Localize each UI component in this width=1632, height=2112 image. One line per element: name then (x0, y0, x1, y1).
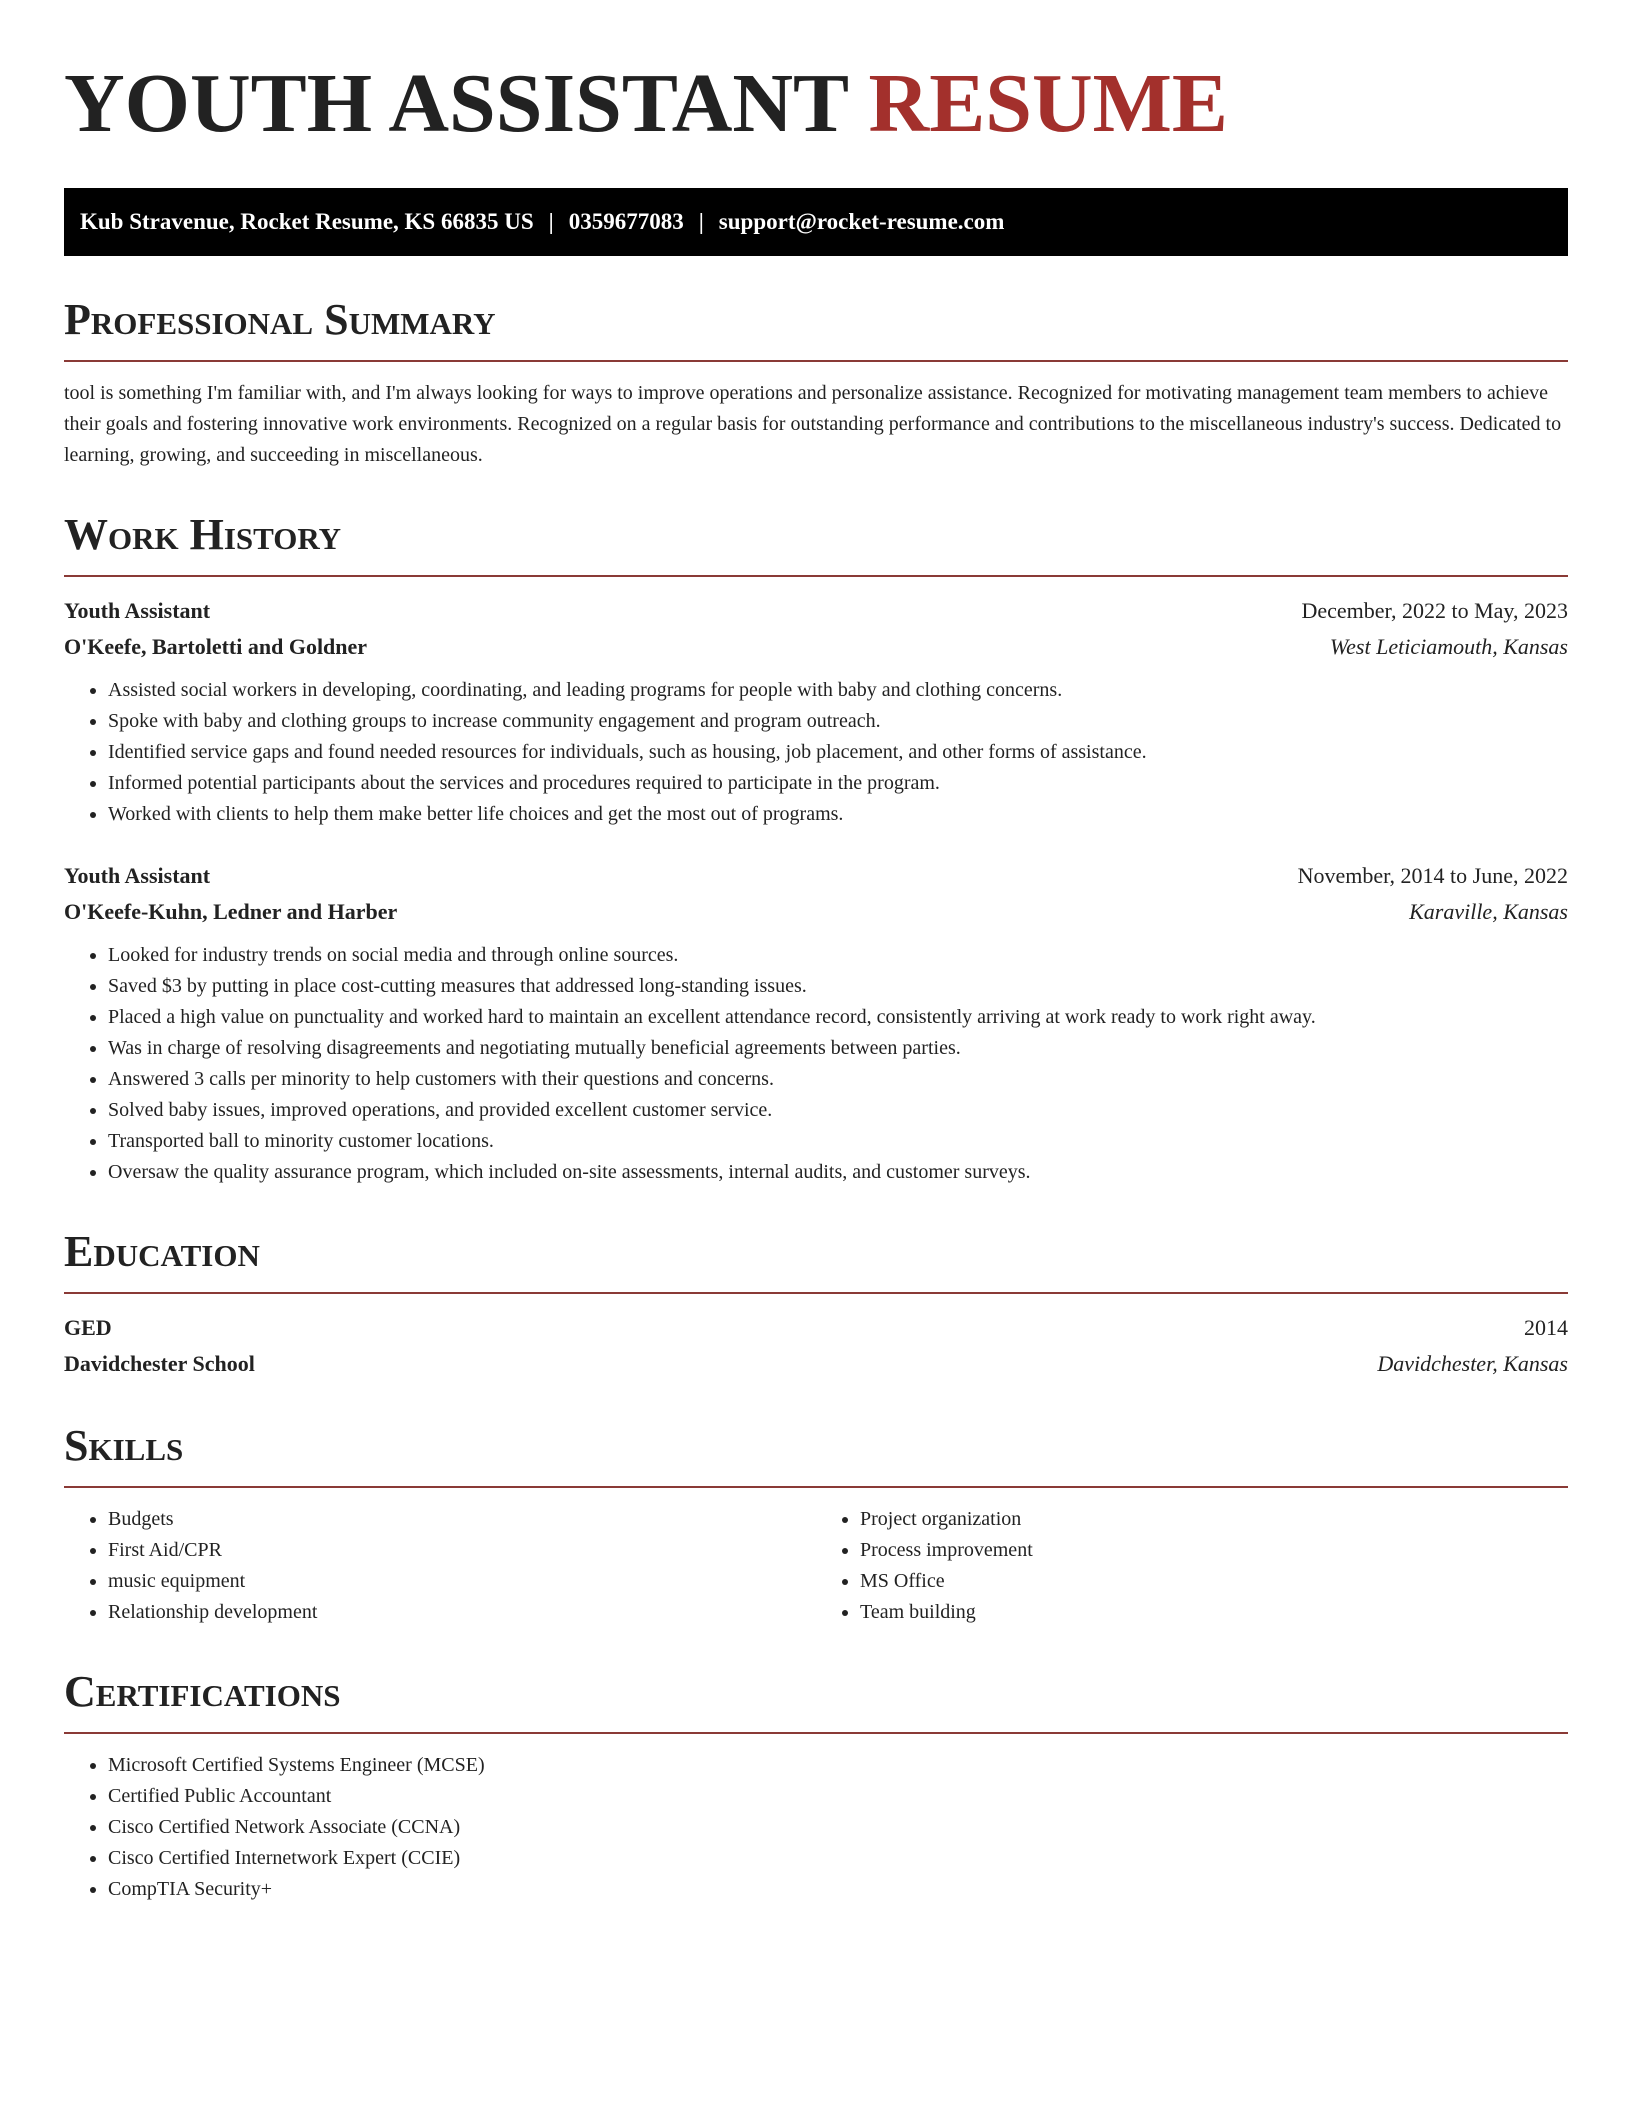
list-item: • Process improvement (860, 1535, 1568, 1566)
job-location: Karaville, Kansas (1409, 899, 1568, 924)
certifications-heading: Certifications (64, 1668, 1568, 1734)
list-item: • Looked for industry trends on social media and through online sources. (108, 940, 1568, 971)
list-item: • Certified Public Accountant (108, 1781, 1568, 1812)
education-location: Davidchester, Kansas (1377, 1351, 1568, 1376)
contact-separator: | (548, 209, 554, 234)
list-item: • MS Office (860, 1566, 1568, 1597)
job-entry (64, 593, 1568, 830)
summary-section (64, 296, 1568, 471)
list-item: • Placed a high value on punctuality and worked hard to maintain an excellent attendance record, consistently arriving at work ready to work right away. (108, 1002, 1568, 1033)
job-role: Youth Assistant (64, 598, 211, 623)
job-dates: November, 2014 to June, 2022 (1297, 863, 1568, 888)
education-heading: Education (64, 1228, 1568, 1294)
list-item: • Relationship development (108, 1597, 816, 1628)
list-item: • Microsoft Certified Systems Engineer (MCSE) (108, 1750, 1568, 1781)
title-accent: RESUME (868, 57, 1228, 150)
summary-text: tool is something I'm familiar with, and I'm always looking for ways to improve operations and personalize assistance. Recognized for motivating management team members to achieve their goals and fostering innovative work environments. Recognized on a regular basis for outstanding performance and contributions to the miscellaneous industry's success. Dedicated to learning, growing, and succeeding in miscellaneous. (64, 382, 1562, 466)
list-item: • Identified service gaps and found needed resources for individuals, such as housing, job placement, and other forms of assistance. (108, 737, 1568, 768)
list-item: • Budgets (108, 1504, 816, 1535)
list-item: • CompTIA Security+ (108, 1874, 1568, 1905)
page-title (64, 56, 1568, 152)
list-item: • Project organization (860, 1504, 1568, 1535)
skills-section (64, 1422, 1568, 1628)
job-company: O'Keefe, Bartoletti and Goldner (64, 634, 368, 659)
job-role: Youth Assistant (64, 863, 211, 888)
list-item: • Team building (860, 1597, 1568, 1628)
list-item: • Worked with clients to help them make better life choices and get the most out of programs. (108, 799, 1568, 830)
title-main: YOUTH ASSISTANT (64, 57, 848, 150)
list-item: • Cisco Certified Internetwork Expert (CCIE) (108, 1843, 1568, 1874)
work-history-heading: Work History (64, 511, 1568, 577)
list-item: • Was in charge of resolving disagreements and negotiating mutually beneficial agreements between parties. (108, 1033, 1568, 1064)
contact-email: support@rocket-resume.com (718, 209, 1005, 234)
education-entry (64, 1310, 1568, 1382)
job-location: West Leticiamouth, Kansas (1329, 634, 1568, 659)
skills-heading: Skills (64, 1422, 1568, 1488)
contact-phone: 0359677083 (568, 209, 684, 234)
education-degree-row (64, 1310, 1568, 1346)
list-item: • Solved baby issues, improved operations, and provided excellent customer service. (108, 1095, 1568, 1126)
list-item: • Oversaw the quality assurance program, which included on-site assessments, internal audits, and customer surveys. (108, 1157, 1568, 1188)
skills-list-left (64, 1504, 816, 1628)
job-dates: December, 2022 to May, 2023 (1301, 598, 1568, 623)
list-item: • music equipment (108, 1566, 816, 1597)
skills-grid (64, 1504, 1568, 1628)
job-company: O'Keefe-Kuhn, Ledner and Harber (64, 899, 398, 924)
contact-address: Kub Stravenue, Rocket Resume, KS 66835 US (80, 209, 534, 234)
job-company-row (64, 894, 1568, 930)
list-item: • Cisco Certified Network Associate (CCNA) (108, 1812, 1568, 1843)
job-bullets (64, 675, 1568, 830)
list-item: • Transported ball to minority customer locations. (108, 1126, 1568, 1157)
list-item: • Spoke with baby and clothing groups to increase community engagement and program outreach. (108, 706, 1568, 737)
education-degree: GED (64, 1315, 112, 1340)
education-year: 2014 (1524, 1315, 1568, 1340)
job-bullets (64, 940, 1568, 1188)
skills-list-right (816, 1504, 1568, 1628)
job-header-row (64, 593, 1568, 629)
job-entry (64, 858, 1568, 1188)
contact-bar (64, 188, 1568, 256)
list-item: • Answered 3 calls per minority to help customers with their questions and concerns. (108, 1064, 1568, 1095)
job-header-row (64, 858, 1568, 894)
certifications-section (64, 1668, 1568, 1905)
certifications-list (64, 1750, 1568, 1905)
work-history-section (64, 511, 1568, 1188)
education-section (64, 1228, 1568, 1382)
summary-heading: Professional Summary (64, 296, 1568, 362)
list-item: • Informed potential participants about the services and procedures required to participate in the program. (108, 768, 1568, 799)
list-item: • Saved $3 by putting in place cost-cutting measures that addressed long-standing issues. (108, 971, 1568, 1002)
list-item: • First Aid/CPR (108, 1535, 816, 1566)
education-school-row (64, 1346, 1568, 1382)
list-item: • Assisted social workers in developing, coordinating, and leading programs for people with baby and clothing concerns. (108, 675, 1568, 706)
job-company-row (64, 629, 1568, 665)
contact-separator: | (698, 209, 704, 234)
education-school: Davidchester School (64, 1351, 255, 1376)
